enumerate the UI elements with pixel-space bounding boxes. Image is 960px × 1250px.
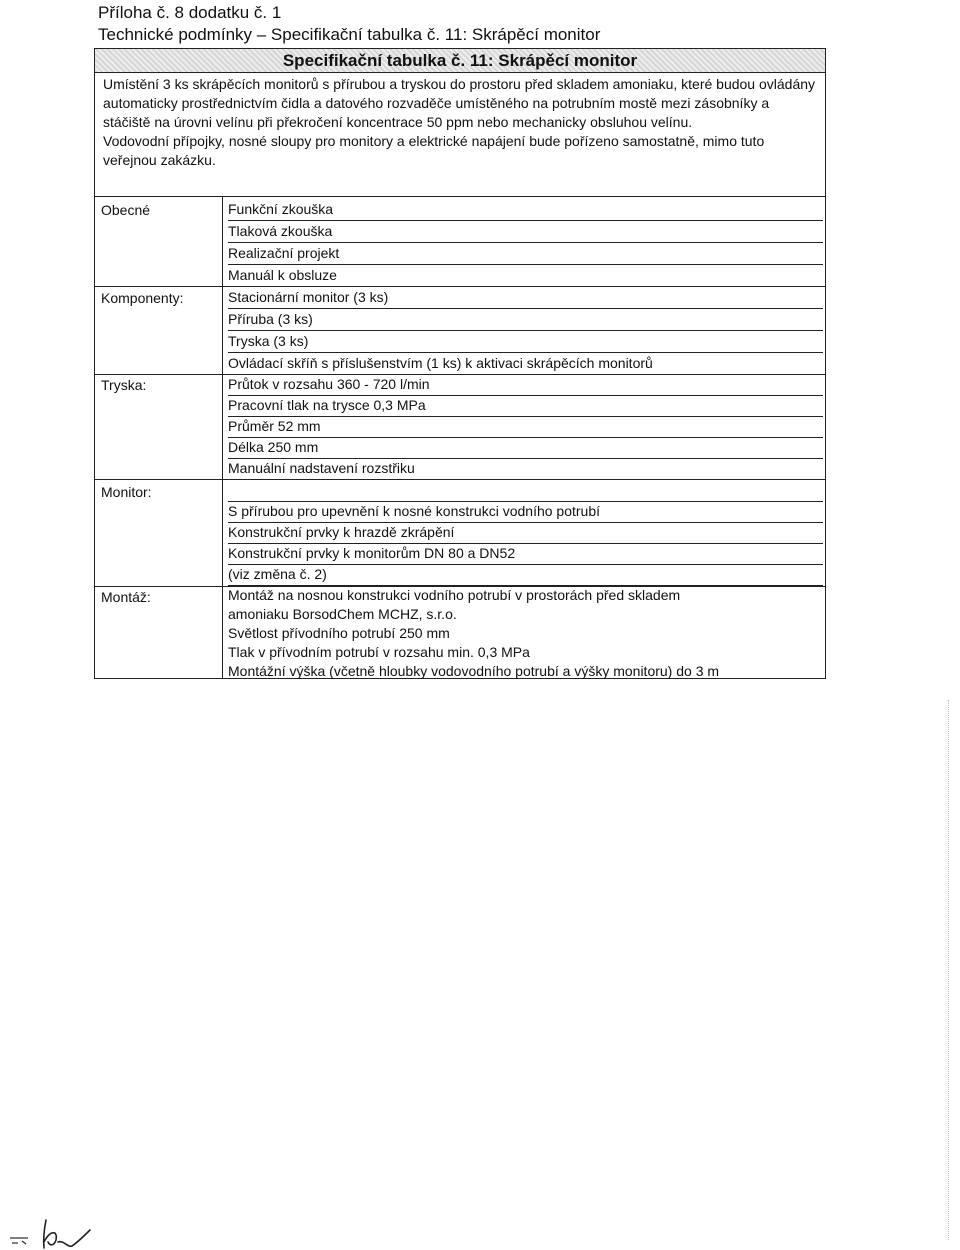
spec-item: S přírubou pro upevnění k nosné konstrukci vodního potrubí [228, 501, 823, 523]
spec-item: Světlost přívodního potrubí 250 mm [228, 625, 450, 641]
category-label: Tryska: [101, 377, 147, 393]
spec-item: Funkční zkouška [228, 199, 823, 221]
spec-item: Manuál k obsluze [228, 265, 823, 287]
table-title: Specifikační tabulka č. 11: Skrápěcí monitor [95, 49, 825, 73]
intro-text [103, 75, 819, 170]
spec-item: Konstrukční prvky k monitorům DN 80 a DN52 [228, 543, 823, 565]
section-divider [95, 196, 825, 197]
spec-item: Průměr 52 mm [228, 416, 823, 438]
intro-paragraph: Umístění 3 ks skrápěcích monitorů s přírubou a tryskou do prostoru před skladem amoniaku, které budou ovládány automaticky prostřednictvím čidla a datového rozvaděče umístěného na potrubním mostě mezi zásobníky a stáčiště na úrovni velínu při překročení koncentrace 50 ppm nebo mechanicky obsluhou velínu. [103, 76, 816, 130]
category-label: Komponenty: [101, 290, 184, 306]
spec-item: Průtok v rozsahu 360 - 720 l/min [228, 374, 823, 396]
spec-item: Pracovní tlak na trysce 0,3 MPa [228, 395, 823, 417]
intro-paragraph: Vodovodní přípojky, nosné sloupy pro monitory a elektrické napájení bude pořízeno samostatně, mimo tuto veřejnou zakázku. [103, 133, 765, 168]
spec-item: Montáž na nosnou konstrukci vodního potrubí v prostorách před skladem [228, 587, 681, 603]
spec-item: Manuální nadstavení rozstřiku [228, 458, 823, 480]
column-divider [222, 196, 223, 679]
spec-item: Tlaková zkouška [228, 221, 823, 243]
category-label: Monitor: [101, 484, 152, 500]
spec-item: Realizační projekt [228, 243, 823, 265]
spec-item: Tlak v přívodním potrubí v rozsahu min. 0,3 MPa [228, 644, 530, 660]
spec-item: amoniaku BorsodChem MCHZ, s.r.o. [228, 606, 457, 622]
category-label: Obecné [101, 202, 151, 218]
spec-item [228, 480, 823, 502]
appendix-heading: Příloha č. 8 dodatku č. 1 [98, 3, 282, 22]
handwritten-initials [6, 1212, 116, 1250]
spec-item: (viz změna č. 2) [228, 564, 823, 586]
spec-item: Ovládací skříň s příslušenstvím (1 ks) k aktivaci skrápěcích monitorů [228, 353, 823, 375]
spec-item: Konstrukční prvky k hrazdě zkrápění [228, 522, 823, 544]
spec-table [94, 48, 826, 679]
spec-item: Příruba (3 ks) [228, 309, 823, 331]
scan-edge-line [948, 700, 949, 1240]
category-label: Montáž: [101, 589, 151, 605]
spec-item: Délka 250 mm [228, 437, 823, 459]
spec-item: Tryska (3 ks) [228, 331, 823, 353]
spec-item: Stacionární monitor (3 ks) [228, 287, 823, 309]
document-subtitle: Technické podmínky – Specifikační tabulka č. 11: Skrápěcí monitor [98, 25, 601, 44]
spec-item: Montážní výška (včetně hloubky vodovodního potrubí a výšky monitoru) do 3 m [228, 663, 720, 679]
